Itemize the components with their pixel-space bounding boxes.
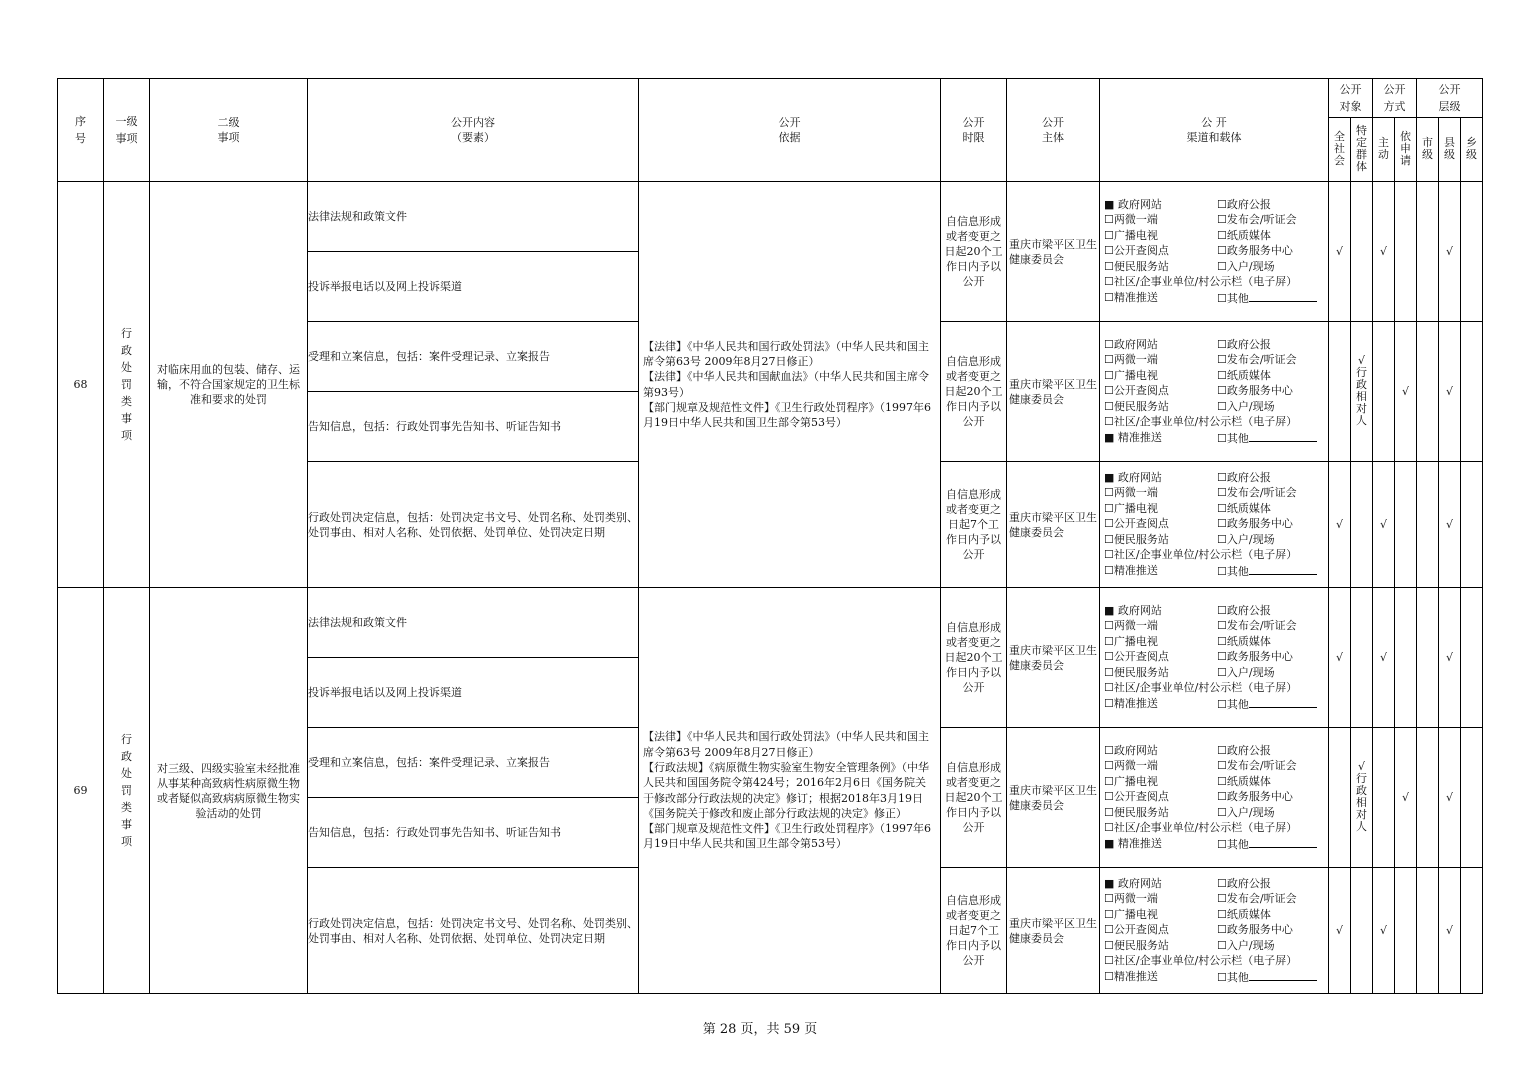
flag-county — [1439, 728, 1461, 868]
flag-active — [1373, 322, 1395, 462]
content-cell: 投诉举报电话以及网上投诉渠道 — [308, 658, 639, 728]
header-content: 公开内容 （要素） — [308, 79, 639, 182]
subject-text: 重庆市梁平区卫生健康委员会 — [1009, 237, 1097, 266]
flag-all — [1329, 182, 1351, 322]
channel-cell — [1100, 728, 1329, 868]
channel-option-wide: ☐社区/企事业单位/村公示栏（电子屏） — [1104, 954, 1298, 968]
header-level-city: 市级 — [1417, 118, 1439, 182]
header-time: 公开 时限 — [941, 79, 1007, 182]
flag-county — [1439, 868, 1461, 994]
blank-line — [1249, 836, 1317, 848]
channel-option-wide: ☐社区/企事业单位/村公示栏（电子屏） — [1104, 275, 1298, 289]
flag-request — [1395, 182, 1417, 322]
header-channel: 公 开 渠道和载体 — [1100, 79, 1329, 182]
time-cell — [941, 728, 1007, 868]
level1-text: 行政处罚类事项 — [121, 327, 132, 442]
flag-city — [1417, 322, 1439, 462]
subject-cell — [1007, 182, 1100, 322]
check-mark: √ — [1379, 245, 1387, 258]
flag-all — [1329, 588, 1351, 728]
subject-cell — [1007, 322, 1100, 462]
header-subject: 公开 主体 — [1007, 79, 1100, 182]
basis-line: 【法律】《中华人民共和国行政处罚法》（中华人民共和国主席令第63号 2009年8月27日修正） — [643, 730, 929, 759]
channel-option: ☐政府网站 — [1104, 337, 1158, 351]
channel-option: ☐纸质媒体 — [1217, 228, 1271, 242]
page-footer: 第 28 页，共 59 页 — [702, 1022, 818, 1037]
table-row — [58, 182, 1483, 252]
time-text: 自信息形成或者变更之日起20个工作日内予以公开 — [944, 621, 1003, 694]
flag-town — [1461, 462, 1483, 588]
subject-cell — [1007, 728, 1100, 868]
header-target-all: 全社会 — [1329, 118, 1351, 182]
time-cell — [941, 588, 1007, 728]
flag-all — [1329, 462, 1351, 588]
time-text: 自信息形成或者变更之日起7个工作日内予以公开 — [946, 488, 1001, 561]
channel-option: ☐政府公报 — [1217, 337, 1271, 351]
subject-text: 重庆市梁平区卫生健康委员会 — [1009, 377, 1097, 406]
blank-line — [1249, 563, 1317, 575]
content-cell: 受理和立案信息，包括：案件受理记录、立案报告 — [308, 728, 639, 798]
level2-text: 对临床用血的包装、储存、运输，不符合国家规定的卫生标准和要求的处罚 — [157, 363, 300, 406]
channel-option: ■ 政府网站 — [1104, 603, 1162, 617]
flag-active — [1373, 182, 1395, 322]
check-mark: √ — [1379, 924, 1387, 937]
channel-option: ☐政府网站 — [1104, 743, 1158, 757]
flag-county — [1439, 588, 1461, 728]
header-seq: 序号 — [58, 79, 104, 182]
flag-request — [1395, 868, 1417, 994]
channel-option: ☐发布会/听证会 — [1217, 353, 1297, 367]
channel-option: ☐便民服务站 — [1104, 805, 1169, 819]
channel-option: ☐入户/现场 — [1217, 532, 1275, 546]
content-cell: 行政处罚决定信息，包括：处罚决定书文号、处罚名称、处罚类别、处罚事由、相对人名称、处罚依据、处罚单位、处罚决定日期 — [308, 868, 639, 994]
channel-option: ☐入户/现场 — [1217, 805, 1275, 819]
basis-line: 【法律】《中华人民共和国献血法》（中华人民共和国主席令第93号） — [643, 370, 929, 399]
flag-county — [1439, 322, 1461, 462]
channel-option: ☐发布会/听证会 — [1217, 759, 1297, 773]
header-mode-active: 主动 — [1373, 118, 1395, 182]
channel-option: ☐政务服务中心 — [1217, 650, 1293, 664]
flag-town — [1461, 588, 1483, 728]
channel-option: ■ 精准推送 — [1104, 430, 1162, 444]
channel-option-wide: ☐社区/企事业单位/村公示栏（电子屏） — [1104, 681, 1298, 695]
channel-option: ☐广播电视 — [1104, 634, 1158, 648]
channel-option: ☐两微一端 — [1104, 892, 1158, 906]
channel-option: ☐公开查阅点 — [1104, 384, 1169, 398]
channel-option-wide: ☐社区/企事业单位/村公示栏（电子屏） — [1104, 415, 1298, 429]
channel-option: ☐入户/现场 — [1217, 938, 1275, 952]
flag-town — [1461, 868, 1483, 994]
time-cell — [941, 322, 1007, 462]
channel-option: ☐入户/现场 — [1217, 259, 1275, 273]
channel-option: ☐纸质媒体 — [1217, 774, 1271, 788]
check-mark: √ — [1379, 518, 1387, 531]
channel-option: ☐政府公报 — [1217, 603, 1271, 617]
channel-option: ☐两微一端 — [1104, 619, 1158, 633]
flag-request — [1395, 322, 1417, 462]
channel-option: ☐纸质媒体 — [1217, 907, 1271, 921]
header-mode: 公开方式 — [1373, 79, 1417, 118]
channel-cell — [1100, 182, 1329, 322]
basis-line: 【法律】《中华人民共和国行政处罚法》（中华人民共和国主席令第63号 2009年8月27日修正） — [643, 339, 929, 368]
channel-option: ☐便民服务站 — [1104, 259, 1169, 273]
flag-city — [1417, 868, 1439, 994]
content-cell: 受理和立案信息，包括：案件受理记录、立案报告 — [308, 322, 639, 392]
check-mark: √ — [1445, 924, 1453, 937]
channel-option: ☐广播电视 — [1104, 368, 1158, 382]
channel-option: ■ 政府网站 — [1104, 470, 1162, 484]
channel-option: ☐两微一端 — [1104, 486, 1158, 500]
time-cell — [941, 182, 1007, 322]
channel-option: ☐发布会/听证会 — [1217, 213, 1297, 227]
time-cell — [941, 868, 1007, 994]
channel-option: ☐其他 — [1217, 970, 1249, 984]
channel-option: ☐纸质媒体 — [1217, 634, 1271, 648]
check-mark: √ — [1379, 651, 1387, 664]
flag-active — [1373, 868, 1395, 994]
flag-county — [1439, 182, 1461, 322]
channel-option: ☐广播电视 — [1104, 501, 1158, 515]
check-mark: √行政相对人 — [1356, 760, 1367, 833]
channel-option: ☐两微一端 — [1104, 759, 1158, 773]
content-cell: 行政处罚决定信息，包括：处罚决定书文号、处罚名称、处罚类别、处罚事由、相对人名称、处罚依据、处罚单位、处罚决定日期 — [308, 462, 639, 588]
channel-option: ☐精准推送 — [1104, 969, 1158, 983]
content-cell: 告知信息，包括：行政处罚事先告知书、听证告知书 — [308, 798, 639, 868]
flag-city — [1417, 728, 1439, 868]
channel-option: ☐公开查阅点 — [1104, 923, 1169, 937]
check-mark: √ — [1335, 245, 1343, 258]
flag-active — [1373, 588, 1395, 728]
channel-option: ☐纸质媒体 — [1217, 501, 1271, 515]
flag-town — [1461, 322, 1483, 462]
content-cell: 告知信息，包括：行政处罚事先告知书、听证告知书 — [308, 392, 639, 462]
time-cell — [941, 462, 1007, 588]
time-text: 自信息形成或者变更之日起20个工作日内予以公开 — [944, 355, 1003, 428]
flag-county — [1439, 462, 1461, 588]
channel-option: ☐其他 — [1217, 564, 1249, 578]
channel-option: ☐发布会/听证会 — [1217, 486, 1297, 500]
header-level-county: 县级 — [1439, 118, 1461, 182]
channel-option: ☐便民服务站 — [1104, 399, 1169, 413]
level2-cell — [150, 588, 308, 994]
header-target-specific: 特定群体 — [1351, 118, 1373, 182]
channel-cell — [1100, 322, 1329, 462]
blank-line — [1249, 290, 1317, 302]
channel-option: ☐政务服务中心 — [1217, 517, 1293, 531]
flag-request — [1395, 588, 1417, 728]
channel-option: ☐其他 — [1217, 431, 1249, 445]
channel-option: ☐精准推送 — [1104, 563, 1158, 577]
level2-cell — [150, 182, 308, 588]
channel-option: ☐公开查阅点 — [1104, 790, 1169, 804]
channel-option: ☐两微一端 — [1104, 213, 1158, 227]
flag-all — [1329, 868, 1351, 994]
flag-specific — [1351, 322, 1373, 462]
flag-city — [1417, 182, 1439, 322]
header-target: 公开对象 — [1329, 79, 1373, 118]
check-mark: √ — [1335, 924, 1343, 937]
channel-option: ☐精准推送 — [1104, 290, 1158, 304]
check-mark: √ — [1445, 385, 1453, 398]
subject-cell — [1007, 462, 1100, 588]
channel-cell — [1100, 868, 1329, 994]
check-mark: √ — [1445, 518, 1453, 531]
flag-city — [1417, 588, 1439, 728]
flag-specific — [1351, 868, 1373, 994]
channel-option: ■ 精准推送 — [1104, 836, 1162, 850]
channel-option-wide: ☐社区/企事业单位/村公示栏（电子屏） — [1104, 548, 1298, 562]
check-mark: √ — [1445, 245, 1453, 258]
blank-line — [1249, 696, 1317, 708]
header-level: 公开层级 — [1417, 79, 1483, 118]
flag-all — [1329, 322, 1351, 462]
time-text: 自信息形成或者变更之日起20个工作日内予以公开 — [944, 761, 1003, 834]
channel-cell — [1100, 462, 1329, 588]
basis-line: 【行政法规】《病原微生物实验室生物安全管理条例》（中华人民共和国国务院令第424号；2016年2月6日《国务院关于修改部分行政法规的决定》修订；根据2018年3月19日《国务院关于修改和废止部分行政法规的决定》修正） — [643, 760, 929, 820]
channel-option: ☐发布会/听证会 — [1217, 619, 1297, 633]
content-cell: 法律法规和政策文件 — [308, 588, 639, 658]
channel-option: ☐公开查阅点 — [1104, 650, 1169, 664]
basis-line: 【部门规章及规范性文件】《卫生行政处罚程序》（1997年6月19日中华人民共和国卫生部令第53号） — [643, 400, 931, 430]
subject-text: 重庆市梁平区卫生健康委员会 — [1009, 643, 1097, 672]
header-mode-request: 依申请 — [1395, 118, 1417, 182]
flag-town — [1461, 182, 1483, 322]
check-mark: √ — [1401, 385, 1409, 398]
header-level-town: 乡级 — [1461, 118, 1483, 182]
header-basis: 公开 依据 — [639, 79, 941, 182]
content-cell: 投诉举报电话以及网上投诉渠道 — [308, 252, 639, 322]
channel-option: ☐政府公报 — [1217, 743, 1271, 757]
content-cell: 法律法规和政策文件 — [308, 182, 639, 252]
flag-specific — [1351, 588, 1373, 728]
subject-cell — [1007, 588, 1100, 728]
channel-option: ☐广播电视 — [1104, 774, 1158, 788]
time-text: 自信息形成或者变更之日起20个工作日内予以公开 — [944, 215, 1003, 288]
check-mark: √ — [1401, 791, 1409, 804]
channel-option: ☐纸质媒体 — [1217, 368, 1271, 382]
channel-option-wide: ☐社区/企事业单位/村公示栏（电子屏） — [1104, 821, 1298, 835]
header-level1: 一级事项 — [104, 79, 150, 182]
blank-line — [1249, 969, 1317, 981]
channel-option: ☐便民服务站 — [1104, 938, 1169, 952]
check-mark: √ — [1335, 518, 1343, 531]
channel-option: ■ 政府网站 — [1104, 876, 1162, 890]
basis-cell — [639, 182, 941, 588]
level2-text: 对三级、四级实验室未经批准从事某种高致病性病原微生物或者疑似高致病病原微生物实验活动的处罚 — [157, 761, 300, 820]
flag-request — [1395, 462, 1417, 588]
channel-option: ☐政府公报 — [1217, 470, 1271, 484]
seq-cell: 68 — [58, 182, 104, 588]
level1-cell — [104, 588, 150, 994]
flag-specific — [1351, 182, 1373, 322]
channel-option: ☐政务服务中心 — [1217, 384, 1293, 398]
flag-specific — [1351, 462, 1373, 588]
subject-text: 重庆市梁平区卫生健康委员会 — [1009, 916, 1097, 945]
subject-cell — [1007, 868, 1100, 994]
check-mark: √ — [1335, 651, 1343, 664]
channel-option: ■ 政府网站 — [1104, 197, 1162, 211]
basis-line: 【部门规章及规范性文件】《卫生行政处罚程序》（1997年6月19日中华人民共和国卫生部令第53号） — [643, 822, 931, 851]
channel-option: ☐便民服务站 — [1104, 665, 1169, 679]
check-mark: √ — [1445, 651, 1453, 664]
flag-active — [1373, 462, 1395, 588]
channel-option: ☐政务服务中心 — [1217, 923, 1293, 937]
channel-option: ☐政府公报 — [1217, 197, 1271, 211]
channel-option: ☐两微一端 — [1104, 353, 1158, 367]
table-row — [58, 588, 1483, 658]
flag-city — [1417, 462, 1439, 588]
flag-all — [1329, 728, 1351, 868]
channel-option: ☐其他 — [1217, 837, 1249, 851]
subject-text: 重庆市梁平区卫生健康委员会 — [1009, 783, 1097, 812]
time-text: 自信息形成或者变更之日起7个工作日内予以公开 — [946, 894, 1001, 967]
header-level2: 二级 事项 — [150, 79, 308, 182]
channel-option: ☐精准推送 — [1104, 696, 1158, 710]
channel-option: ☐发布会/听证会 — [1217, 892, 1297, 906]
channel-option: ☐广播电视 — [1104, 907, 1158, 921]
channel-option: ☐入户/现场 — [1217, 665, 1275, 679]
flag-town — [1461, 728, 1483, 868]
channel-option: ☐其他 — [1217, 697, 1249, 711]
subject-text: 重庆市梁平区卫生健康委员会 — [1009, 510, 1097, 539]
level1-text: 行政处罚类事项 — [121, 733, 132, 848]
level1-cell — [104, 182, 150, 588]
channel-option: ☐入户/现场 — [1217, 399, 1275, 413]
channel-option: ☐政务服务中心 — [1217, 790, 1293, 804]
disclosure-table — [57, 78, 1483, 994]
flag-specific — [1351, 728, 1373, 868]
seq-cell: 69 — [58, 588, 104, 994]
check-mark: √ — [1445, 791, 1453, 804]
basis-cell — [639, 588, 941, 994]
channel-cell — [1100, 588, 1329, 728]
check-mark: √行政相对人 — [1356, 354, 1367, 427]
channel-option: ☐政府公报 — [1217, 876, 1271, 890]
flag-active — [1373, 728, 1395, 868]
flag-request — [1395, 728, 1417, 868]
channel-option: ☐政务服务中心 — [1217, 244, 1293, 258]
channel-option: ☐广播电视 — [1104, 228, 1158, 242]
channel-option: ☐公开查阅点 — [1104, 517, 1169, 531]
blank-line — [1249, 430, 1317, 442]
channel-option: ☐便民服务站 — [1104, 532, 1169, 546]
channel-option: ☐其他 — [1217, 291, 1249, 305]
channel-option: ☐公开查阅点 — [1104, 244, 1169, 258]
